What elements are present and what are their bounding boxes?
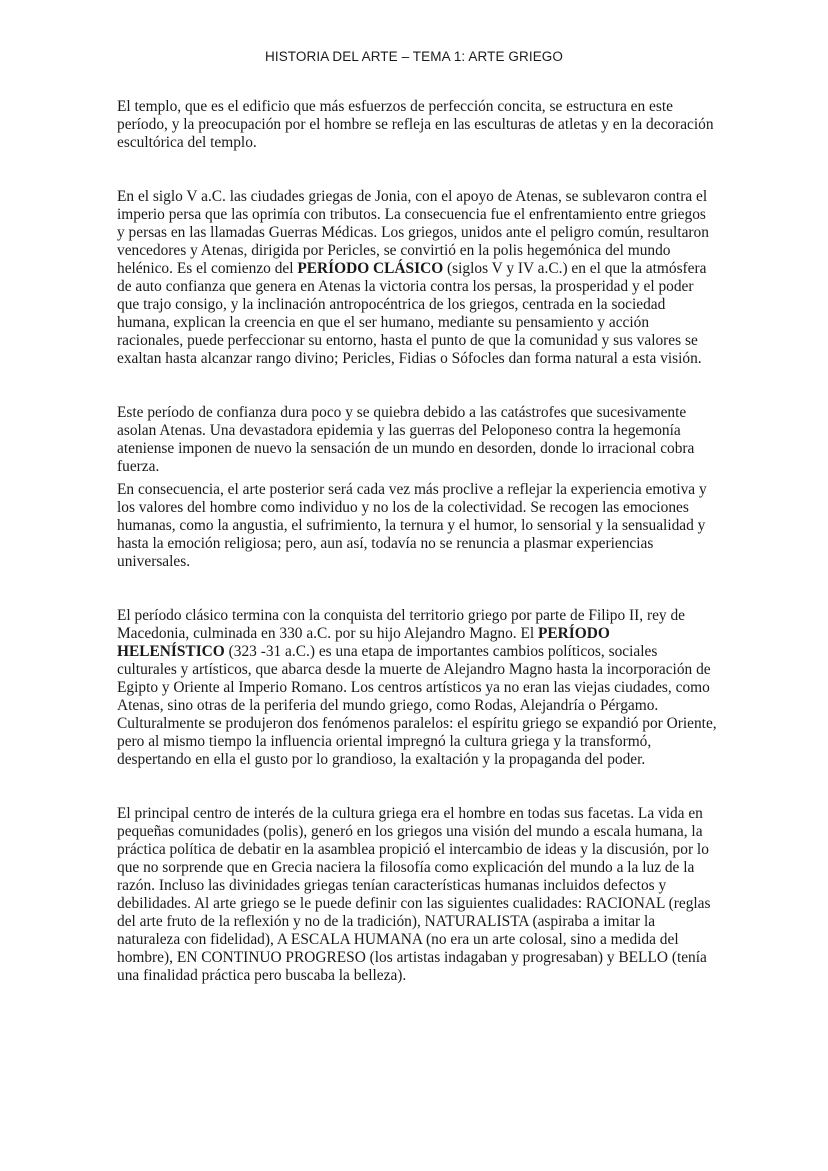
paragraph-consequence: En consecuencia, el arte posterior será cada vez más proclive a reflejar la experiencia emotiva y los valores del hombre como individuo y no los de la colectividad. Se recogen las emociones humanas, como la angustia, el sufrimiento, la ternura y el humor, lo sensorial y la sensualidad y hasta la emoción religiosa; pero, aun así, todavía no se renuncia a plasmar experiencias universales. [117, 481, 707, 570]
paragraph-text: El período clásico termina con la conquista del territorio griego por parte de Filipo II, rey de Macedonia, culminada en 330 a.C. por su hijo Alejandro Magno. El [117, 607, 685, 642]
paragraph-crisis: Este período de confianza dura poco y se quiebra debido a las catástrofes que sucesivamente asolan Atenas. Una devastadora epidemia y las guerras del Peloponeso contra la hegemonía ateniense imponen de nuevo la sensación de un mundo en desorden, donde lo irracional cobra fuerza. [117, 404, 695, 475]
document-body [117, 98, 717, 985]
paragraph-hellenistic-period [117, 607, 717, 769]
paragraph-classical-period [117, 188, 717, 368]
paragraph-text: (siglos V y IV a.C.) en el que la atmósfera de auto confianza que genera en Atenas la victoria contra los persas, la prosperidad y el poder que trajo consigo, y la inclinación antropocéntrica de los griegos, centrada en la sociedad humana, explican la creencia en que el ser humano, mediante su pensamiento y acción racionales, puede perfeccionar su entorno, hasta el punto de que la comunidad y sus valores se exaltan hasta alcanzar rango divino; Pericles, Fidias o Sófocles dan forma natural a esta visión. [117, 260, 707, 367]
page-header: HISTORIA DEL ARTE – TEMA 1: ARTE GRIEGO [265, 49, 563, 64]
paragraph-text: (323 -31 a.C.) es una etapa de importantes cambios políticos, sociales culturales y artísticos, que abarca desde la muerte de Alejandro Magno hasta la incorporación de Egipto y Oriente al Imperio Romano. Los centros artísticos ya no eran las viejas ciudades, como Atenas, sino otras de la periferia del mundo griego, como Rodas, Alejandría o Pérgamo. Culturalmente se produjeron dos fenómenos paralelos: el espíritu griego se expandió por Oriente, pero al mismo tiempo la influencia oriental impregnó la cultura griega y la transformó, despertando en ella el gusto por lo grandioso, la exaltación y la propaganda del poder. [117, 643, 717, 768]
period-term-classical: PERÍODO CLÁSICO [297, 260, 444, 277]
paragraph-text: En el siglo V a.C. las ciudades griegas de Jonia, con el apoyo de Atenas, se sublevaron contra el imperio persa que las oprimía con tributos. La consecuencia fue el enfrentamiento entre griegos y persas en las llamadas Guerras Médicas. Los griegos, unidos ante el peligro común, resultaron vencedores y Atenas, dirigida por Pericles, se convirtió en la polis hegemónica del mundo helénico. Es el comienzo del [117, 188, 709, 277]
period-term-hellenistic: PERÍODO HELENÍSTICO [117, 625, 610, 660]
paragraph-greek-art-qualities: El principal centro de interés de la cultura griega era el hombre en todas sus facetas. La vida en pequeñas comunidades (polis), generó en los griegos una visión del mundo a escala humana, la práctica política de debatir en la asamblea propició el intercambio de ideas y la discusión, por lo que no sorprende que en Grecia naciera la filosofía como explicación del mundo a la luz de la razón. Incluso las divinidades griegas tenían características humanas incluidos defectos y debilidades. Al arte griego se le puede definir con las siguientes cualidades: RACIONAL (reglas del arte fruto de la reflexión y no de la tradición), NATURALISTA (aspiraba a imitar la naturaleza con fidelidad), A ESCALA HUMANA (no era un arte colosal, sino a medida del hombre), EN CONTINUO PROGRESO (los artistas indagaban y progresaban) y BELLO (tenía una finalidad práctica pero buscaba la belleza). [117, 805, 711, 984]
paragraph-temple: El templo, que es el edificio que más esfuerzos de perfección concita, se estructura en este período, y la preocupación por el hombre se refleja en las esculturas de atletas y en la decoración escultórica del templo. [117, 98, 714, 151]
